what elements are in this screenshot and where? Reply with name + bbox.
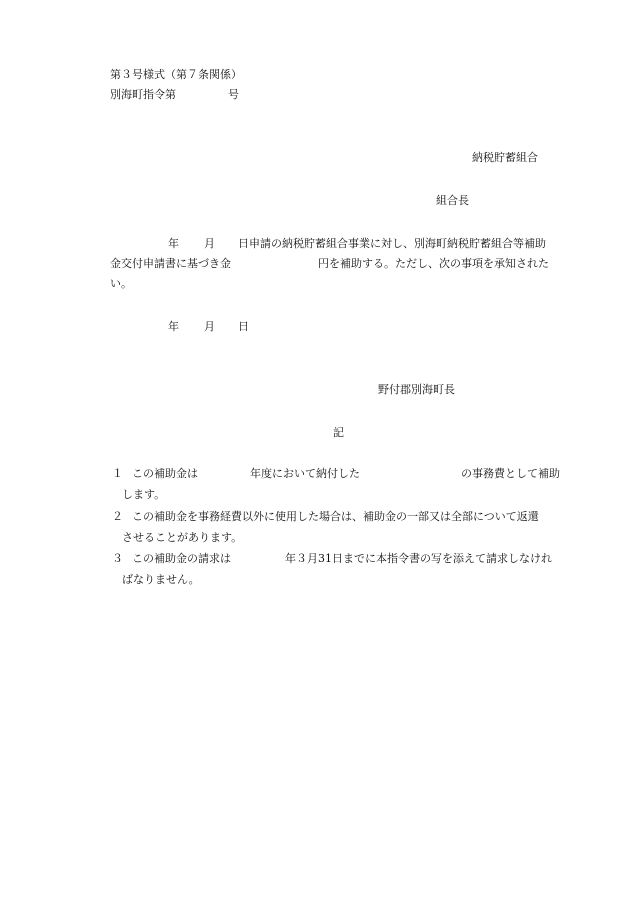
- item-text: この補助金は: [132, 467, 198, 480]
- date-day-label: 日: [238, 320, 249, 333]
- body-line2-start: 金交付申請書に基づき金: [110, 257, 231, 270]
- date-month-label: 月: [204, 320, 215, 333]
- item-continuation: させることがあります。: [122, 531, 243, 544]
- item-number: ３: [112, 552, 123, 565]
- issuer: 野付郡別海町長: [378, 383, 455, 396]
- body-line2-rest: 円を補助する。ただし、次の事項を承知された: [318, 257, 549, 270]
- item-text: この補助金の請求は: [132, 552, 231, 565]
- item-number: １: [112, 467, 123, 480]
- item-text: 年度において納付した: [250, 467, 360, 480]
- date-year-label: 年: [168, 320, 179, 333]
- body-line1: 日申請の納税貯蓄組合事業に対し、別海町納税貯蓄組合等補助: [238, 237, 546, 250]
- item-number: ２: [112, 510, 123, 523]
- item-continuation: します。: [122, 488, 166, 501]
- doc-number-suffix: 号: [228, 88, 239, 101]
- item-text: この補助金を事務経費以外に使用した場合は、補助金の一部又は全部について返還: [132, 510, 539, 523]
- body-year-label: 年: [168, 237, 179, 250]
- doc-number-prefix: 別海町指令第: [110, 88, 176, 101]
- item-continuation: ばなりません。: [122, 573, 200, 586]
- ki-heading: 記: [333, 426, 344, 439]
- item-text: の事務費として補助: [461, 467, 560, 480]
- body-line3: い。: [110, 277, 132, 290]
- form-number: 第３号様式（第７条関係）: [110, 68, 242, 81]
- addressee-org: 納税貯蓄組合: [472, 151, 538, 164]
- item-text: 年３月31日までに本指令書の写を添えて請求しなけれ: [285, 552, 552, 565]
- body-month-label: 月: [204, 237, 215, 250]
- addressee-title: 組合長: [436, 194, 469, 207]
